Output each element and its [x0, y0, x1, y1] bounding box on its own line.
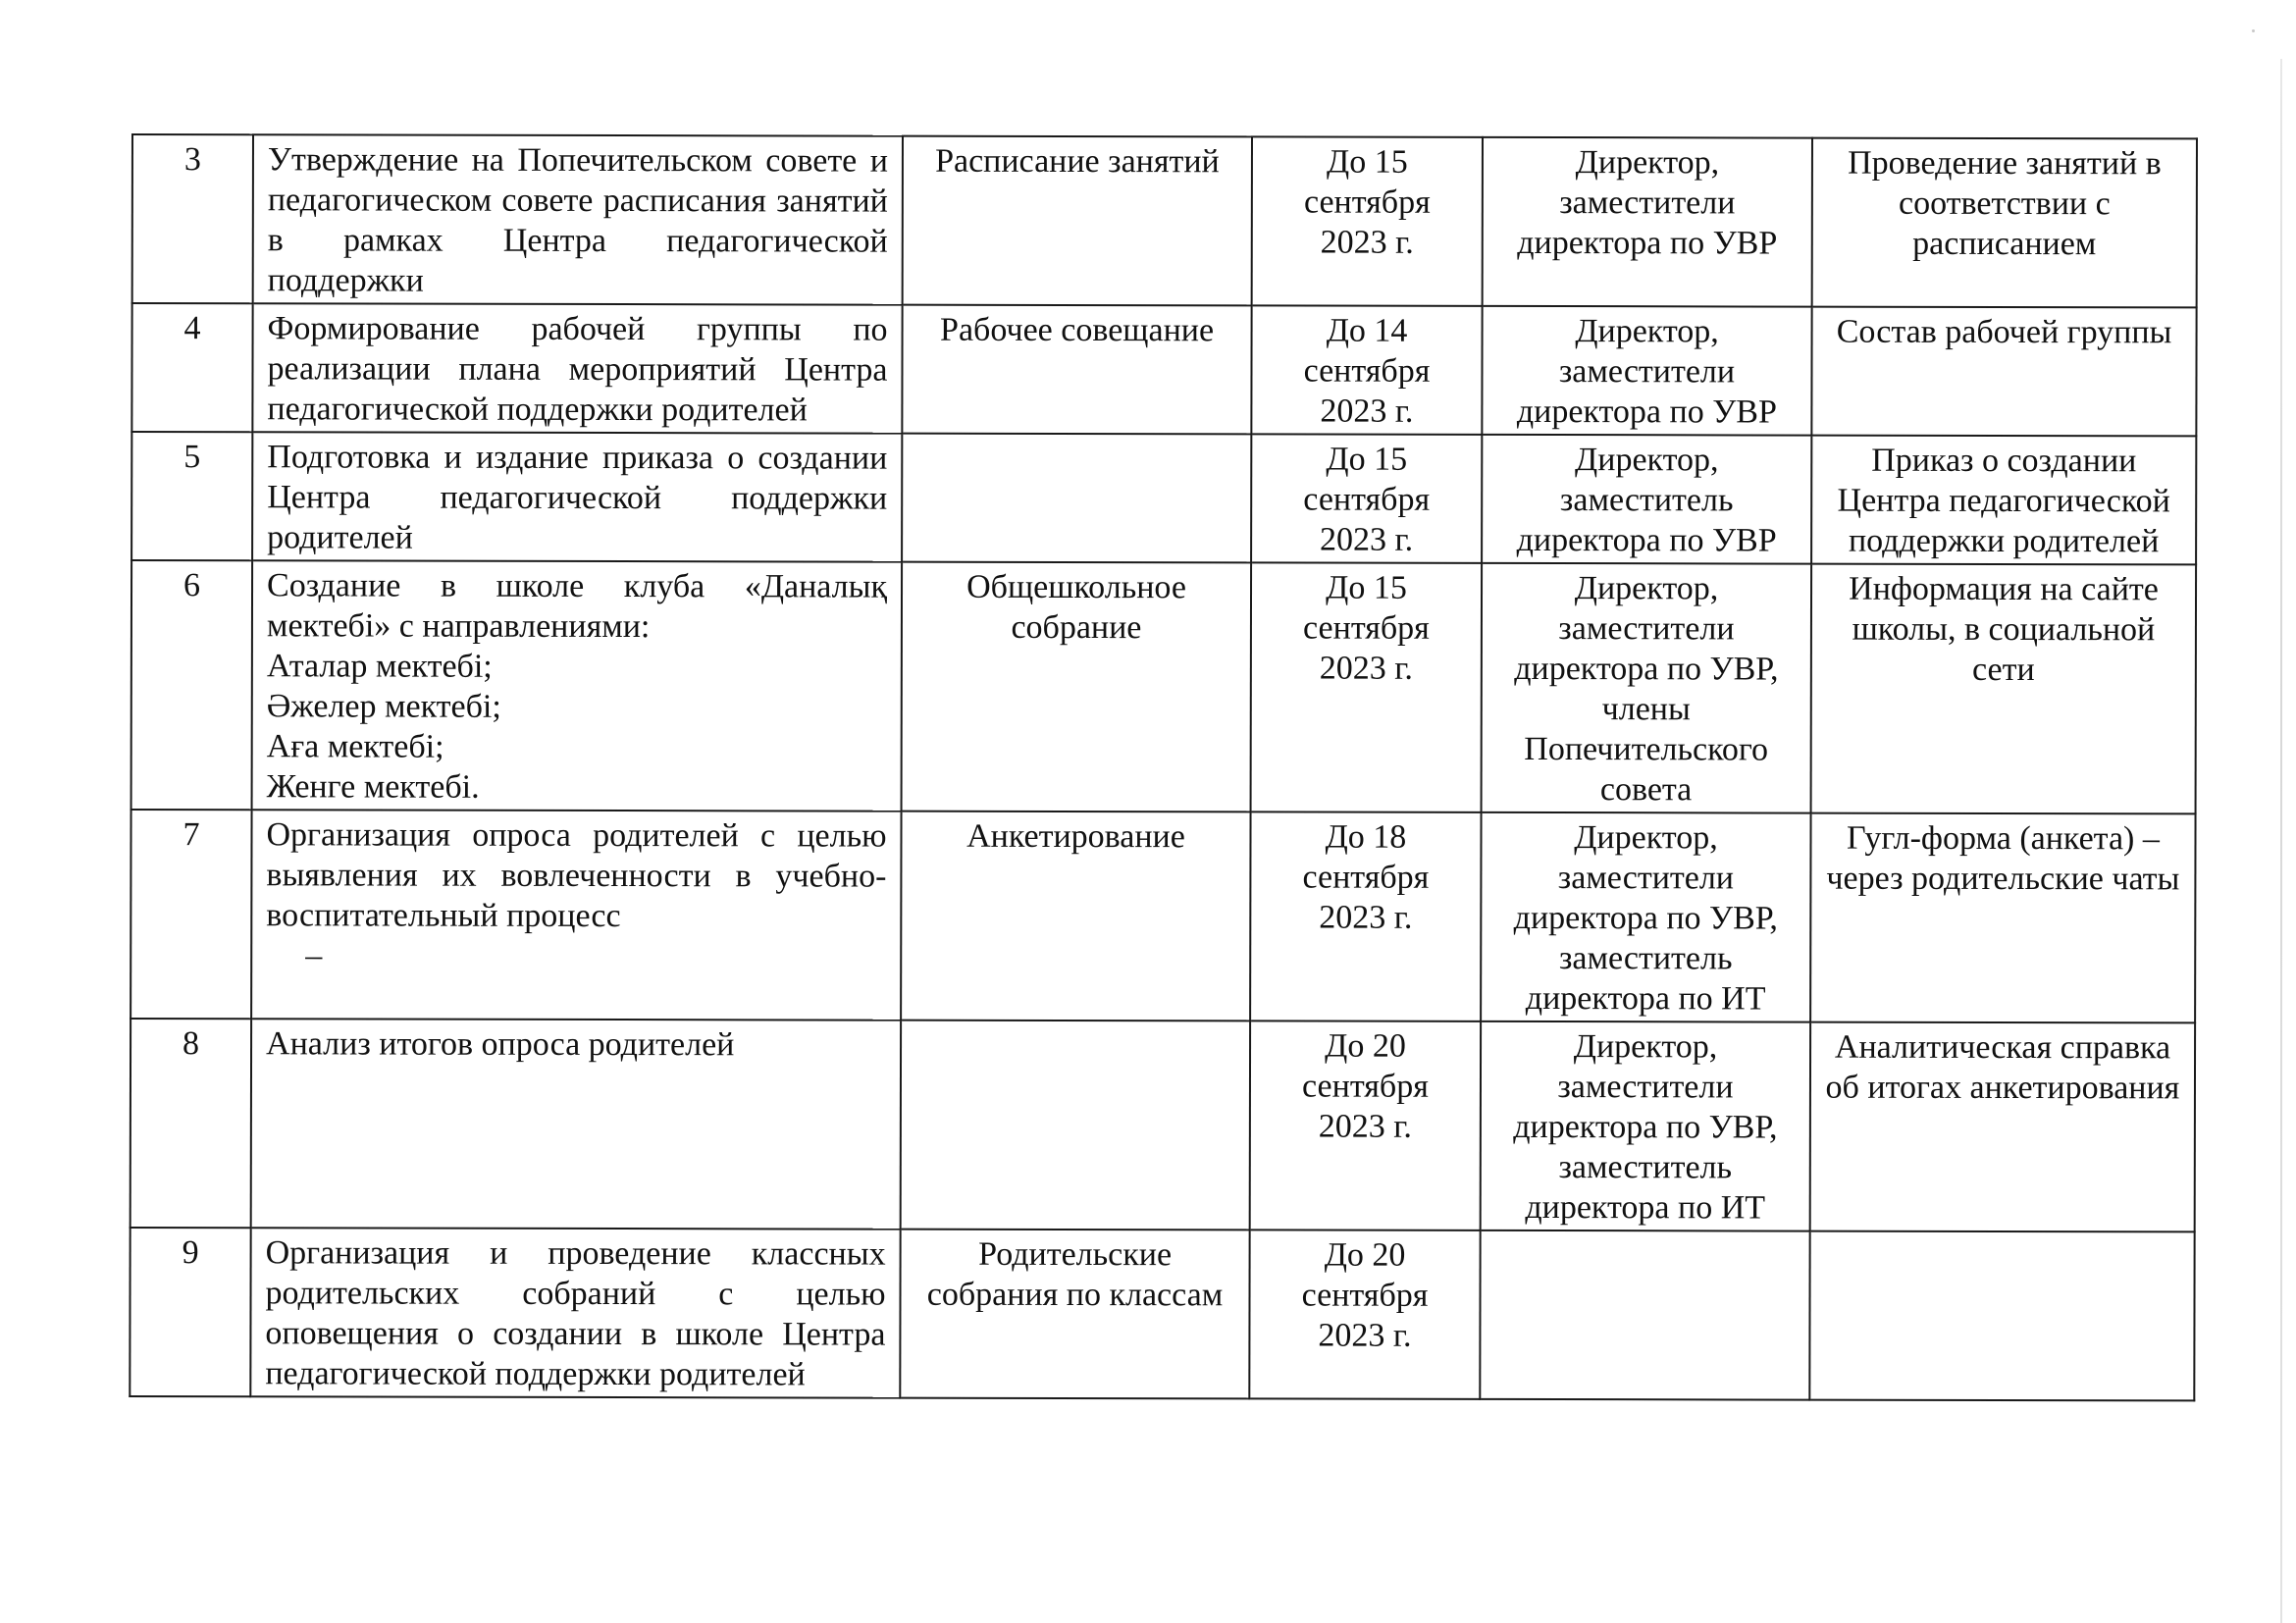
event-cell: Формирование рабочей группы по реализации плана мероприятий Центра педагогической поддержки родителей	[252, 303, 902, 433]
result-cell: Аналитическая справка об итогах анкетирования	[1810, 1022, 2195, 1232]
event-cell: Утверждение на Попечительском совете и педагогическом совете расписания занятий в рамках Центра педагогической поддержки	[253, 134, 903, 304]
row-number: 8	[130, 1019, 251, 1228]
club-direction-item: Аға мектебі;	[266, 728, 444, 765]
event-cell: Подготовка и издание приказа о создании Центра педагогической поддержки родителей	[252, 432, 902, 561]
result-cell	[1809, 1231, 2194, 1401]
responsible-cell: Директор, заместители директора по УВР, заместитель директора по ИТ	[1481, 812, 1810, 1022]
responsible-cell: Директор, заместители директора по УВР	[1483, 137, 1812, 307]
club-direction-item: Әжелер мектебі;	[266, 688, 501, 725]
form-cell: Рабочее совещание	[902, 305, 1251, 435]
club-direction-item: Женге мектебі.	[266, 768, 480, 806]
deadline-cell: До 20 сентября 2023 г.	[1249, 1230, 1480, 1398]
row-number: 7	[130, 810, 251, 1019]
event-cell: Организация и проведение классных родительских собраний с целью оповещения о создании в школе Центра педагогической поддержки родителей	[250, 1228, 900, 1397]
result-cell: Состав рабочей группы	[1811, 307, 2196, 437]
result-cell: Гугл-форма (анкета) – через родительские чаты	[1810, 813, 2195, 1023]
deadline-cell: До 15 сентября 2023 г.	[1251, 562, 1483, 812]
deadline-cell: До 15 сентября 2023 г.	[1251, 434, 1482, 562]
responsible-cell: Директор, заместитель директора по УВР	[1482, 435, 1811, 564]
table-row	[130, 1228, 2194, 1400]
deadline-cell: До 14 сентября 2023 г.	[1251, 305, 1482, 434]
event-cell	[251, 810, 901, 1020]
action-plan-table	[129, 133, 2198, 1401]
scan-edge-shadow	[2280, 59, 2282, 1623]
table-row	[130, 810, 2195, 1022]
table-row	[132, 134, 2197, 307]
result-cell: Проведение занятий в соответствии с расписанием	[1812, 138, 2197, 308]
form-cell: Анкетирование	[901, 812, 1250, 1021]
row-number: 4	[131, 303, 252, 432]
event-cell	[252, 560, 903, 811]
event-cell: Анализ итогов опроса родителей	[251, 1019, 901, 1229]
deadline-cell: До 20 сентября 2023 г.	[1250, 1021, 1481, 1230]
responsible-cell	[1480, 1230, 1809, 1400]
responsible-cell: Директор, заместители директора по УВР, заместитель директора по ИТ	[1481, 1021, 1810, 1231]
dash-mark: –	[305, 937, 323, 974]
row-number: 9	[130, 1228, 250, 1396]
responsible-cell: Директор, заместители директора по УВР	[1482, 306, 1811, 436]
form-cell: Общешкольное собрание	[902, 562, 1252, 812]
table-row	[131, 303, 2196, 436]
row-number: 3	[132, 134, 253, 303]
row-number: 6	[131, 560, 253, 810]
deadline-cell: До 18 сентября 2023 г.	[1250, 812, 1481, 1021]
row-number: 5	[131, 432, 252, 560]
form-cell: Расписание занятий	[903, 136, 1252, 306]
result-cell: Приказ о создании Центра педагогической поддержки родителей	[1811, 436, 2196, 565]
event-text: Организация опроса родителей с целью выявления их вовлеченности в учебно-воспитательный процесс	[266, 816, 887, 935]
form-cell	[902, 434, 1251, 563]
table-row	[130, 1019, 2195, 1231]
form-cell: Родительские собрания по классам	[900, 1230, 1249, 1399]
event-text: Создание в школе клуба «Даналық мектебі» с направлениями:	[266, 567, 888, 646]
result-cell: Информация на сайте школы, в социальной сети	[1811, 564, 2197, 814]
form-cell	[901, 1021, 1250, 1230]
club-direction-item: Аталар мектебі;	[266, 648, 493, 685]
table-row	[131, 560, 2197, 813]
table-row	[131, 432, 2196, 564]
deadline-cell: До 15 сентября 2023 г.	[1252, 136, 1483, 305]
responsible-cell: Директор, заместители директора по УВР, члены Попечительского совета	[1482, 563, 1812, 813]
scan-artifact-dot	[2252, 29, 2255, 32]
